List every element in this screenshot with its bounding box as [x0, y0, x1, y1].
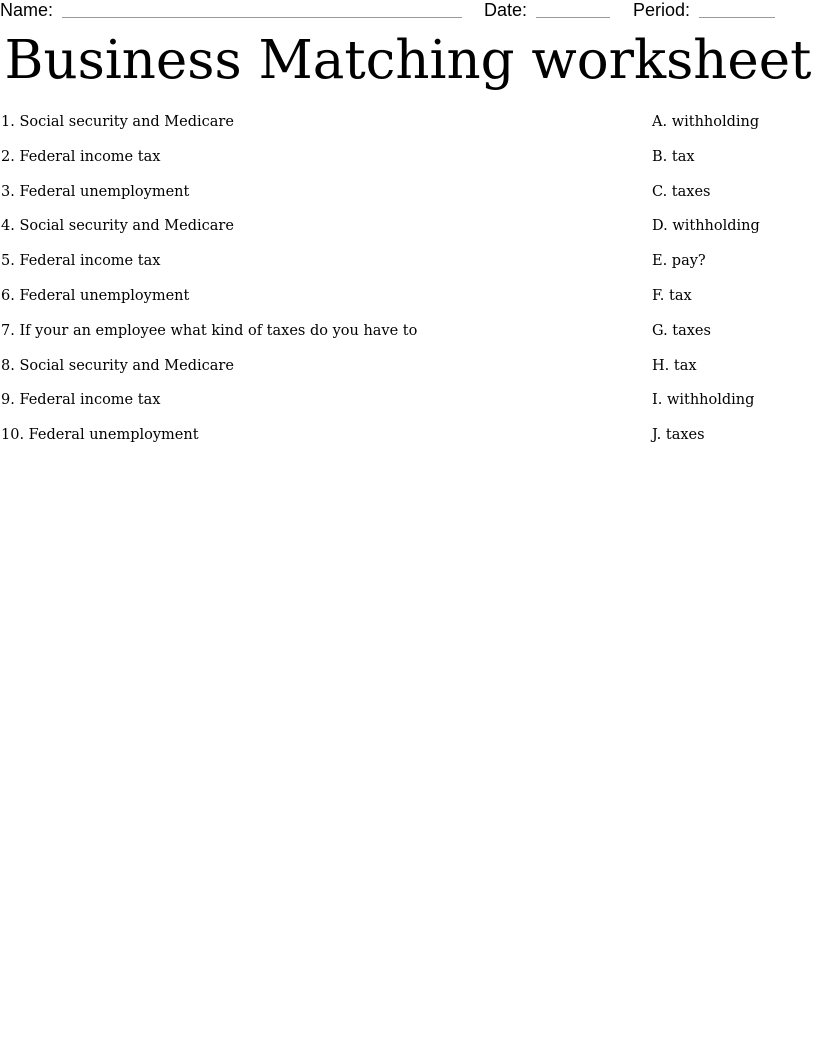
period-label: Period:	[633, 0, 691, 20]
matching-row	[0, 389, 816, 424]
question-item: 10. Federal unemployment	[1, 427, 199, 444]
matching-row	[0, 285, 816, 320]
name-blank-line	[62, 17, 462, 18]
period-blank-line	[699, 17, 775, 18]
answer-item: D. withholding	[652, 218, 760, 235]
matching-row	[0, 181, 816, 216]
name-label: Name:	[0, 0, 54, 20]
answer-item: H. tax	[652, 357, 697, 374]
question-item: 4. Social security and Medicare	[1, 218, 234, 235]
worksheet-title: Business Matching worksheet	[4, 30, 812, 91]
answer-item: J. taxes	[652, 427, 705, 444]
question-item: 5. Federal income tax	[1, 253, 161, 270]
question-item: 3. Federal unemployment	[1, 183, 190, 200]
matching-row	[0, 215, 816, 250]
answer-item: G. taxes	[652, 322, 711, 339]
matching-row	[0, 146, 816, 181]
answer-item: F. tax	[652, 287, 692, 304]
student-info-header	[0, 0, 816, 22]
question-item: 2. Federal income tax	[1, 148, 161, 165]
matching-row	[0, 250, 816, 285]
question-item: 7. If your an employee what kind of taxes do you have to	[1, 322, 418, 339]
matching-row	[0, 355, 816, 390]
answer-item: E. pay?	[652, 253, 706, 270]
question-item: 1. Social security and Medicare	[1, 114, 234, 130]
matching-row	[0, 320, 816, 355]
answer-item: C. taxes	[652, 183, 711, 200]
matching-row	[0, 111, 816, 146]
date-label: Date:	[484, 0, 528, 20]
question-item: 6. Federal unemployment	[1, 287, 190, 304]
answer-item: B. tax	[652, 148, 695, 165]
question-item: 8. Social security and Medicare	[1, 357, 234, 374]
date-blank-line	[536, 17, 610, 18]
answer-item: I. withholding	[652, 392, 755, 409]
answer-item: A. withholding	[652, 114, 760, 130]
matching-list	[0, 111, 816, 459]
question-item: 9. Federal income tax	[1, 392, 161, 409]
matching-row	[0, 424, 816, 459]
